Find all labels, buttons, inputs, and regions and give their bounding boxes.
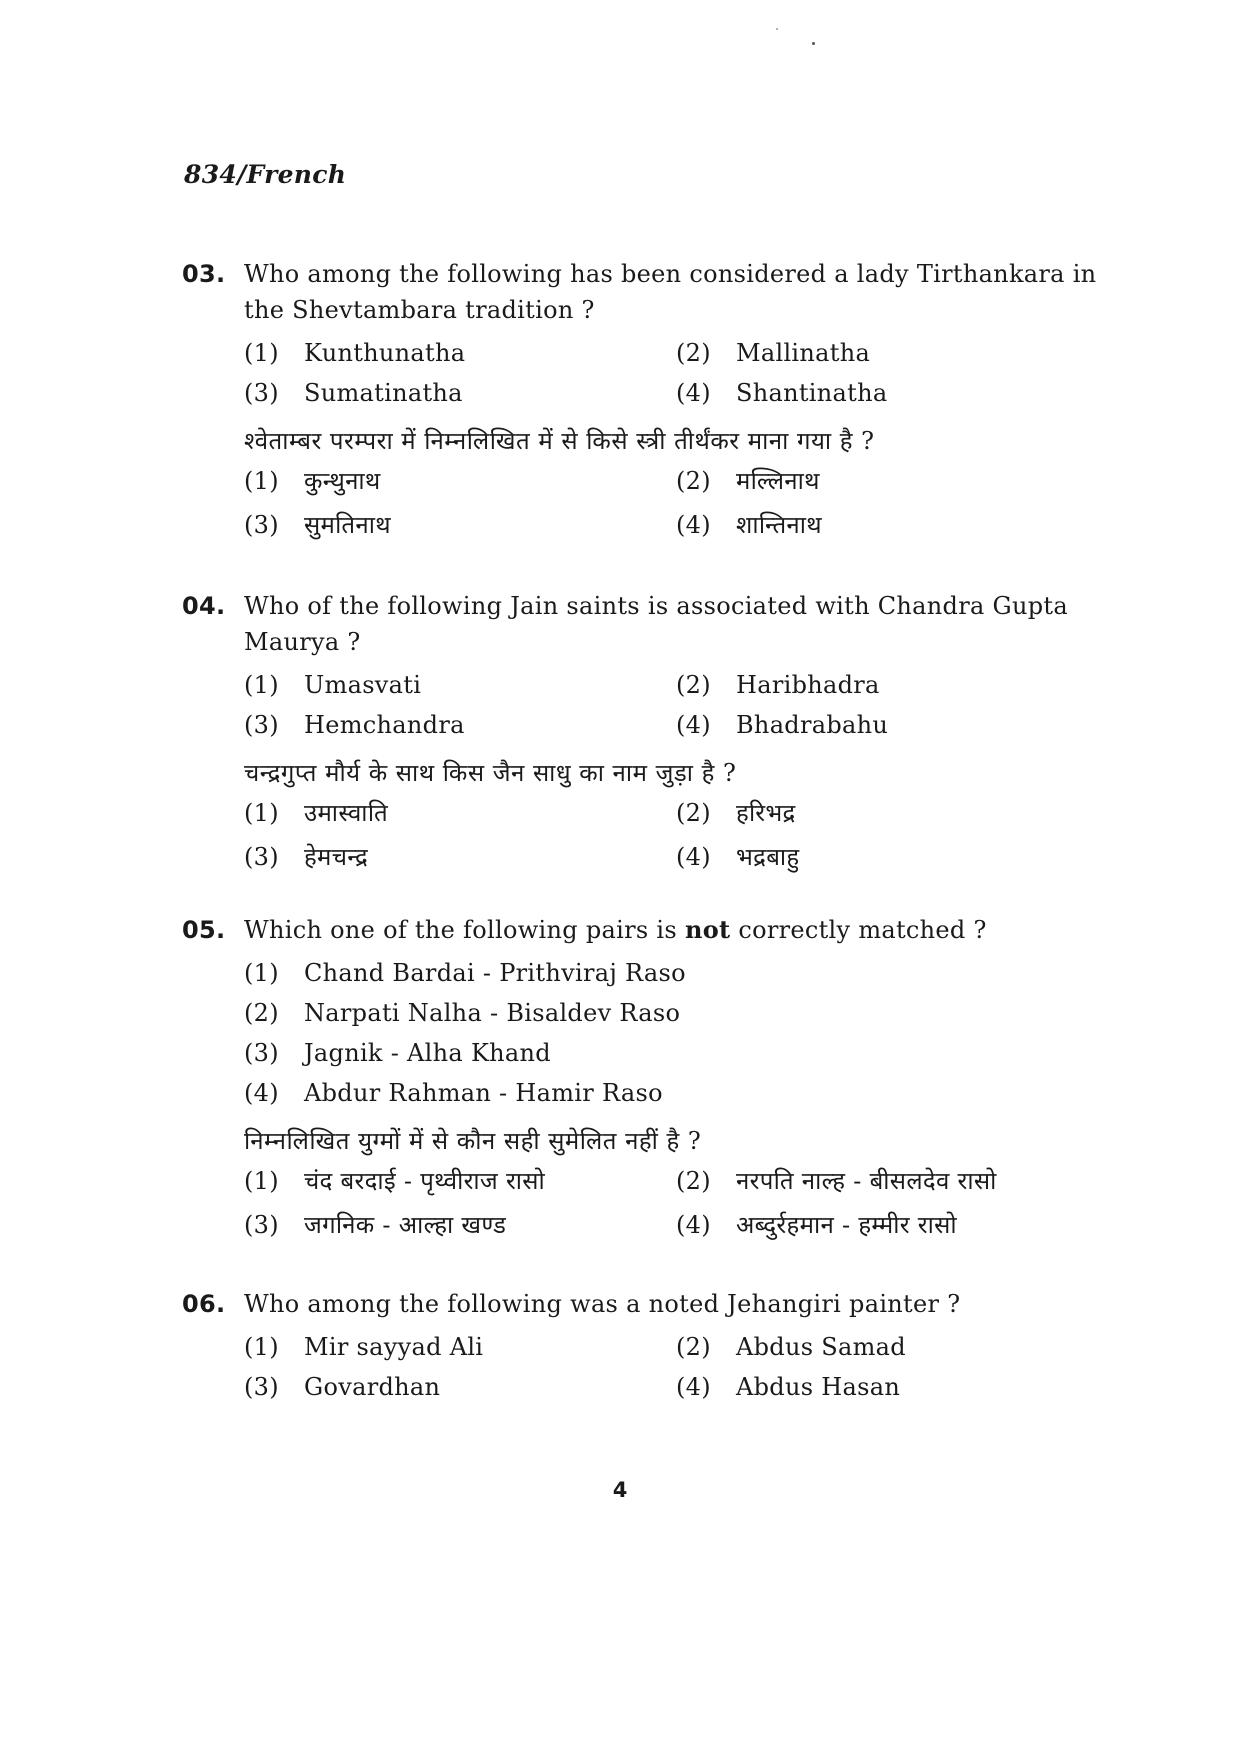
emphasis-not: not <box>684 915 731 944</box>
question-text: Who among the following has been considered a lady Tirthankara in the Shevtambara tradition ? <box>244 260 1097 324</box>
options-hindi <box>244 462 1102 544</box>
option-1[interactable]: (1) Kunthunatha <box>244 339 466 367</box>
option-3[interactable]: (3) Hemchandra <box>244 711 465 739</box>
option-3[interactable]: (3) Sumatinatha <box>244 379 463 407</box>
option-1[interactable]: (1) Umasvati <box>244 671 422 699</box>
paper-code: 834/French <box>184 160 347 189</box>
option-hindi-2[interactable]: (2) नरपति नाल्ह - बीसलदेव रासो <box>676 1167 997 1195</box>
page-number: 4 <box>612 1478 628 1502</box>
option-hindi-4[interactable]: (4) भद्रबाहु <box>676 843 800 871</box>
option-hindi-1[interactable]: (1) चंद बरदाई - पृथ्वीराज रासो <box>244 1167 546 1195</box>
question-text-hindi: चन्द्रगुप्त मौर्य के साथ किस जैन साधु का नाम जुड़ा है ? <box>244 759 737 787</box>
option-4[interactable]: (4) Abdur Rahman - Hamir Raso <box>244 1079 663 1107</box>
question-text-hindi: श्वेताम्बर परम्परा में निम्नलिखित में से किसे स्त्री तीर्थंकर माना गया है ? <box>244 427 875 455</box>
question-number: 03. <box>182 260 226 288</box>
option-hindi-4[interactable]: (4) अब्दुर्रहमान - हम्मीर रासो <box>676 1211 957 1239</box>
option-4[interactable]: (4) Bhadrabahu <box>676 711 889 739</box>
option-hindi-4[interactable]: (4) शान्तिनाथ <box>676 511 822 539</box>
option-hindi-1[interactable]: (1) उमास्वाति <box>244 799 389 827</box>
question-stem <box>182 256 1102 328</box>
option-hindi-1[interactable]: (1) कुन्थुनाथ <box>244 467 381 495</box>
question-number: 05. <box>182 916 226 944</box>
question-stem <box>182 1286 1102 1322</box>
question-03 <box>182 256 1102 544</box>
question-text: Who among the following was a noted Jehangiri painter ? <box>244 1290 961 1318</box>
question-05 <box>182 912 1102 1244</box>
question-text-hindi: निम्नलिखित युग्मों में से कौन सही सुमेलित नहीं है ? <box>244 1127 702 1155</box>
question-04 <box>182 588 1102 876</box>
options-english <box>244 1330 1102 1404</box>
question-text: Which one of the following pairs is not correctly matched ? <box>244 915 987 944</box>
option-hindi-3[interactable]: (3) हेमचन्द्र <box>244 843 368 871</box>
options-hindi <box>244 1162 1102 1244</box>
option-hindi-3[interactable]: (3) जगनिक - आल्हा खण्ड <box>244 1211 507 1239</box>
option-2[interactable]: (2) Narpati Nalha - Bisaldev Raso <box>244 999 681 1027</box>
option-4[interactable]: (4) Abdus Hasan <box>676 1373 901 1401</box>
options-english <box>244 668 1102 742</box>
option-hindi-2[interactable]: (2) हरिभद्र <box>676 799 796 827</box>
question-number: 06. <box>182 1290 226 1318</box>
question-stem <box>182 912 1102 948</box>
option-3[interactable]: (3) Jagnik - Alha Khand <box>244 1039 551 1067</box>
options-hindi <box>244 794 1102 876</box>
question-text: Who of the following Jain saints is associated with Chandra Gupta Maurya ? <box>244 592 1068 656</box>
option-hindi-3[interactable]: (3) सुमतिनाथ <box>244 511 391 539</box>
question-number: 04. <box>182 592 226 620</box>
option-2[interactable]: (2) Abdus Samad <box>676 1333 906 1361</box>
option-hindi-2[interactable]: (2) मल्लिनाथ <box>676 467 820 495</box>
options-english <box>244 336 1102 410</box>
question-stem <box>182 588 1102 660</box>
option-3[interactable]: (3) Govardhan <box>244 1373 441 1401</box>
option-2[interactable]: (2) Mallinatha <box>676 339 871 367</box>
option-1[interactable]: (1) Chand Bardai - Prithviraj Raso <box>244 959 686 987</box>
scan-speck <box>776 28 778 30</box>
option-4[interactable]: (4) Shantinatha <box>676 379 888 407</box>
options-english <box>244 956 1102 1110</box>
scan-speck <box>812 42 815 45</box>
question-06 <box>182 1286 1102 1404</box>
option-1[interactable]: (1) Mir sayyad Ali <box>244 1333 484 1361</box>
option-2[interactable]: (2) Haribhadra <box>676 671 880 699</box>
